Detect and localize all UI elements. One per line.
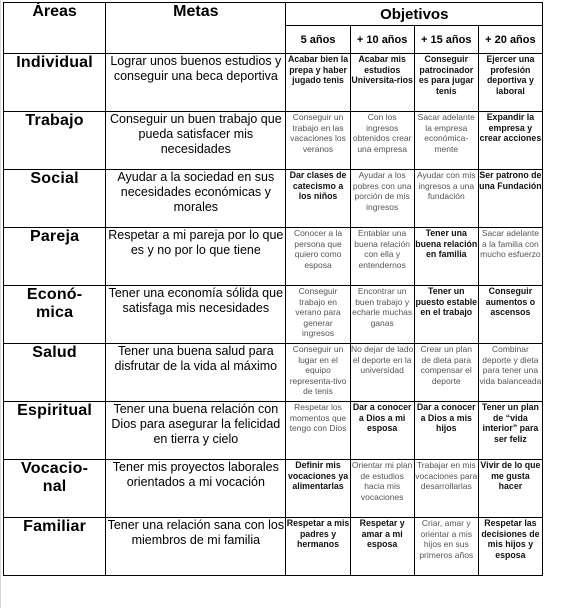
objective-cell: Crear un plan de dieta para compensar el deporte <box>414 344 478 402</box>
objective-cell: Dar clases de catecismo a los niños <box>286 170 350 228</box>
objective-cell: Criar, amar y orientar a mis hijos en sus primeros años <box>414 518 478 576</box>
header-objetivos: Objetivos <box>286 3 543 26</box>
area-label: Familiar <box>4 518 106 576</box>
objective-cell: Definir mis vocaciones ya alimentarlas <box>286 460 350 518</box>
area-label: Econó- mica <box>4 286 106 344</box>
table-row <box>4 344 543 402</box>
objective-cell: Conseguir un trabajo en las vacaciones los veranos <box>286 112 350 170</box>
objective-cell: Expandir la empresa y crear acciones <box>478 112 542 170</box>
table-row <box>4 460 543 518</box>
header-period-20: + 20 años <box>478 26 542 54</box>
objective-cell: Encontrar un buen trabajo y echarle muchas ganas <box>350 286 414 344</box>
objective-cell: Sacar adelante a la familia con mucho esfuerzo <box>478 228 542 286</box>
goals-body <box>4 54 543 576</box>
objective-cell: Conseguir aumentos o ascensos <box>478 286 542 344</box>
objective-cell: Sacar adelante la empresa económica-mente <box>414 112 478 170</box>
header-period-10: + 10 años <box>350 26 414 54</box>
objective-cell: Dar a conocer a Dios a mi esposa <box>350 402 414 460</box>
objective-cell: Con los ingresos obtenidos crear una empresa <box>350 112 414 170</box>
meta-text: Tener una relación sana con los miembros de mi familia <box>106 518 286 576</box>
objective-cell: Vivir de lo que me gusta hacer <box>478 460 542 518</box>
area-label: Pareja <box>4 228 106 286</box>
header-areas: Áreas <box>4 3 106 54</box>
header-period-5: 5 años <box>286 26 350 54</box>
objective-cell: Ser patrono de una Fundación <box>478 170 542 228</box>
objective-cell: Tener un plan de “vida interior” para ser feliz <box>478 402 542 460</box>
area-label: Salud <box>4 344 106 402</box>
objective-cell: Combinar deporte y dieta para tener una vida balanceada <box>478 344 542 402</box>
objective-cell: Tener una buena relación en familia <box>414 228 478 286</box>
header-period-15: + 15 años <box>414 26 478 54</box>
objective-cell: No dejar de lado el deporte en la universidad <box>350 344 414 402</box>
objective-cell: Respetar y amar a mi esposa <box>350 518 414 576</box>
meta-text: Tener mis proyectos laborales orientados a mi vocación <box>106 460 286 518</box>
table-row <box>4 402 543 460</box>
page-left-edge <box>0 0 1 608</box>
meta-text: Tener una buena salud para disfrutar de la vida al máximo <box>106 344 286 402</box>
objective-cell: Ayudar a los pobres con una porción de mis ingresos <box>350 170 414 228</box>
objective-cell: Orientar mi plan de estudios hacia mis vocaciones <box>350 460 414 518</box>
meta-text: Tener una buena relación con Dios para asegurar la felicidad en tierra y cielo <box>106 402 286 460</box>
area-label: Vocacio- nal <box>4 460 106 518</box>
objective-cell: Dar a conocer a Dios a mis hijos <box>414 402 478 460</box>
objective-cell: Conseguir trabajo en verano para generar ingresos <box>286 286 350 344</box>
table-row <box>4 112 543 170</box>
meta-text: Tener una economía sólida que satisfaga mis necesidades <box>106 286 286 344</box>
objective-cell: Respetar los momentos que tengo con Dios <box>286 402 350 460</box>
meta-text: Lograr unos buenos estudios y conseguir una beca deportiva <box>106 54 286 112</box>
goals-table <box>3 2 543 576</box>
objective-cell: Ejercer una profesión deportiva y laboral <box>478 54 542 112</box>
area-label: Trabajo <box>4 112 106 170</box>
meta-text: Conseguir un buen trabajo que pueda satisfacer mis necesidades <box>106 112 286 170</box>
objective-cell: Respetar a mis padres y hermanos <box>286 518 350 576</box>
header-metas: Metas <box>106 3 286 54</box>
table-row <box>4 286 543 344</box>
area-label: Social <box>4 170 106 228</box>
objective-cell: Acabar bien la prepa y haber jugado tenis <box>286 54 350 112</box>
objective-cell: Trabajar en mis vocaciones para desarrollarlas <box>414 460 478 518</box>
area-label: Espiritual <box>4 402 106 460</box>
area-label: Individual <box>4 54 106 112</box>
objective-cell: Respetar las decisiones de mis hijos y esposa <box>478 518 542 576</box>
table-row <box>4 228 543 286</box>
objective-cell: Conseguir patrocinador es para jugar tenis <box>414 54 478 112</box>
meta-text: Respetar a mi pareja por lo que es y no por lo que tiene <box>106 228 286 286</box>
table-row <box>4 170 543 228</box>
table-row <box>4 518 543 576</box>
table-row <box>4 54 543 112</box>
objective-cell: Ayudar con mis ingresos a una fundación <box>414 170 478 228</box>
objective-cell: Conseguir un lugar en el equipo representa-tivo de tenis <box>286 344 350 402</box>
meta-text: Ayudar a la sociedad en sus necesidades económicas y morales <box>106 170 286 228</box>
objective-cell: Entablar una buena relación con ella y entendernos <box>350 228 414 286</box>
objective-cell: Conocer a la persona que quiero como esposa <box>286 228 350 286</box>
objective-cell: Acabar mis estudios Universita-rios <box>350 54 414 112</box>
objective-cell: Tener un puesto estable en el trabajo <box>414 286 478 344</box>
